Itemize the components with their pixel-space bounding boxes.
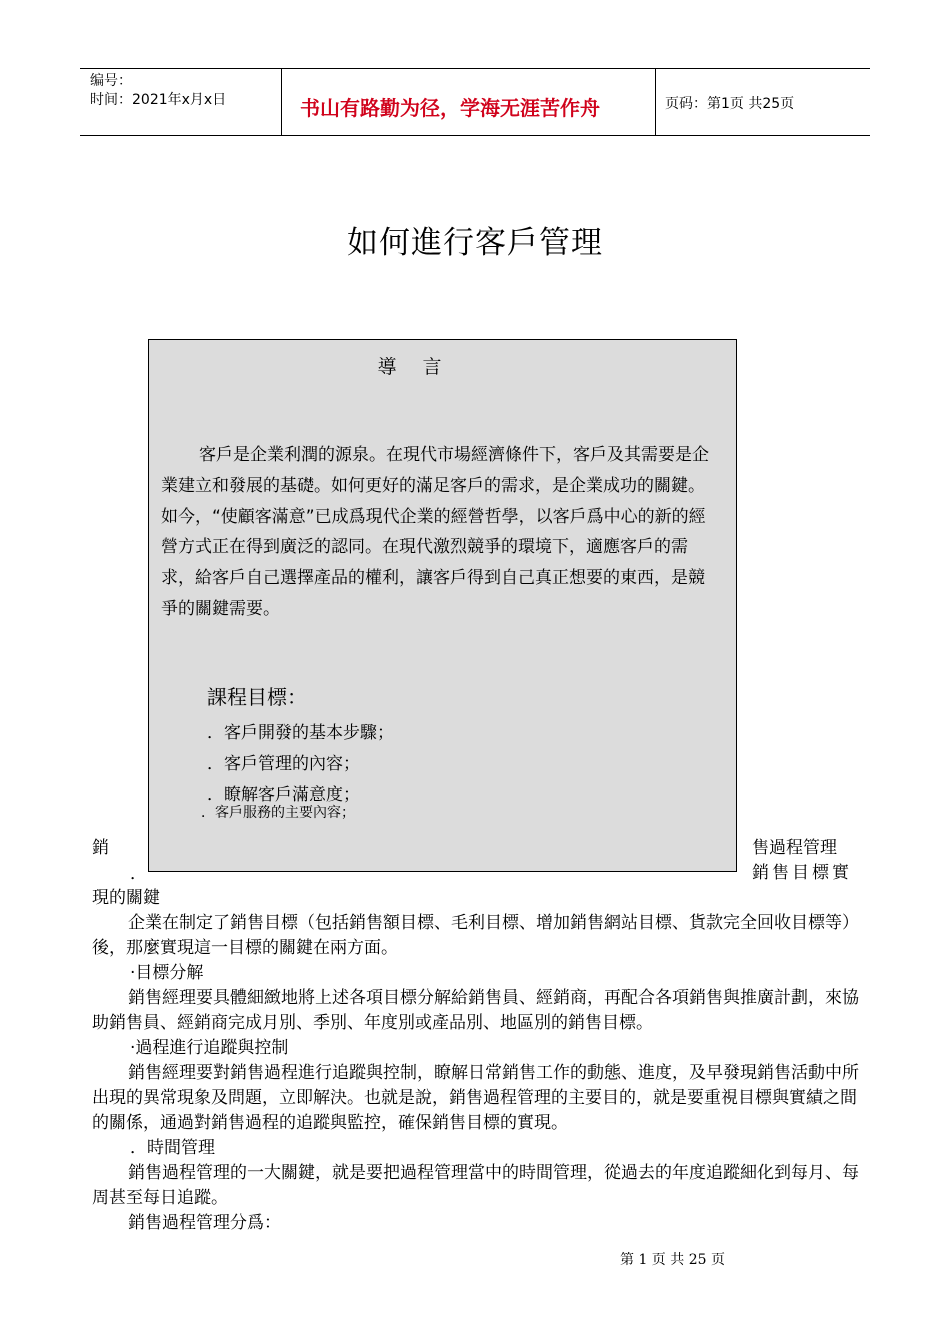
body-paragraph-5-text: 銷售過程管理分爲： <box>128 1213 281 1233</box>
header-divider-right <box>655 68 656 136</box>
body-paragraph-1-text: 企業在制定了銷售目標（包括銷售額目標、毛利目標、增加銷售網站目標、貨款完全回收目標等）後，那麼實現這一目標的關鍵在兩方面。 <box>92 913 859 958</box>
intro-paragraph <box>161 440 719 625</box>
body-paragraph-5 <box>92 1211 862 1236</box>
header-divider-left <box>281 68 282 136</box>
body-fragment-right-1: 售過程管理 <box>752 838 837 858</box>
bullet-process-tracking: ·過程進行追蹤與控制 <box>130 1038 289 1058</box>
body-paragraph-2-text: 銷售經理要具體細緻地將上述各項目標分解給銷售員、經銷商，再配合各項銷售與推廣計劃，來協助銷售員、經銷商完成月別、季別、年度別或產品別、地區別的銷售目標。 <box>92 988 859 1033</box>
body-fragment-left: 銷 <box>92 838 109 858</box>
body-paragraph-4-text: 銷售過程管理的一大關鍵，就是要把過程管理當中的時間管理，從過去的年度追蹤細化到每月、每周甚至每日追蹤。 <box>92 1163 859 1208</box>
objective-item: ．瞭解客戶滿意度； <box>207 785 360 805</box>
header-page-info: 页码：第1页 共25页 <box>665 96 795 112</box>
page-title: 如何進行客戶管理 <box>347 225 603 261</box>
header-motto: 书山有路勤为径，学海无涯苦作舟 <box>300 96 600 120</box>
objectives-title: 課程目標： <box>207 685 307 709</box>
body-paragraph-4 <box>92 1161 862 1211</box>
header-bottom-rule <box>80 135 870 136</box>
body-fragment-right-2: 銷售目標實 <box>752 863 852 883</box>
body-paragraph-1 <box>92 911 862 961</box>
objective-item: ．客戶管理的內容； <box>207 754 360 774</box>
body-paragraph-2 <box>92 986 862 1036</box>
intro-paragraph-text: 客戶是企業利潤的源泉。在現代市場經濟條件下，客戶及其需要是企業建立和發展的基礎。如何更好的滿足客戶的需求，是企業成功的關鍵。如今，“使顧客滿意”已成爲現代企業的經營哲學，以客戶爲中心的新的經營方式正在得到廣泛的認同。在現代激烈競爭的環境下，適應客戶的需求，給客戶自己選擇產品的權利，讓客戶得到自己真正想要的東西，是競爭的關鍵需要。 <box>161 445 709 619</box>
doc-number-label: 编号： <box>90 73 132 89</box>
doc-time-label: 时间：2021年x月x日 <box>90 92 227 108</box>
intro-heading: 導 言 <box>377 356 452 378</box>
intro-box <box>148 339 737 872</box>
body-paragraph-3-text: 銷售經理要對銷售過程進行追蹤與控制，瞭解日常銷售工作的動態、進度，及早發現銷售活動中所出現的異常現象及問題，立即解決。也就是說，銷售過程管理的主要目的，就是要重視目標與實績之間的關係，通過對銷售過程的追蹤與監控，確保銷售目標的實現。 <box>92 1063 859 1133</box>
objective-item: ．客戶服務的主要內容； <box>201 805 355 821</box>
body-paragraph-3 <box>92 1061 862 1136</box>
bullet-time-management: ．時間管理 <box>130 1138 215 1158</box>
header-top-rule <box>80 68 870 69</box>
body-line-key: 現的關鍵 <box>92 888 160 908</box>
body-fragment-dot: ． <box>130 864 147 884</box>
footer-page-number: 第 1 页 共 25 页 <box>620 1252 725 1268</box>
objective-item: ．客戶開發的基本步驟； <box>207 723 394 743</box>
bullet-target-breakdown: ·目標分解 <box>130 963 204 983</box>
